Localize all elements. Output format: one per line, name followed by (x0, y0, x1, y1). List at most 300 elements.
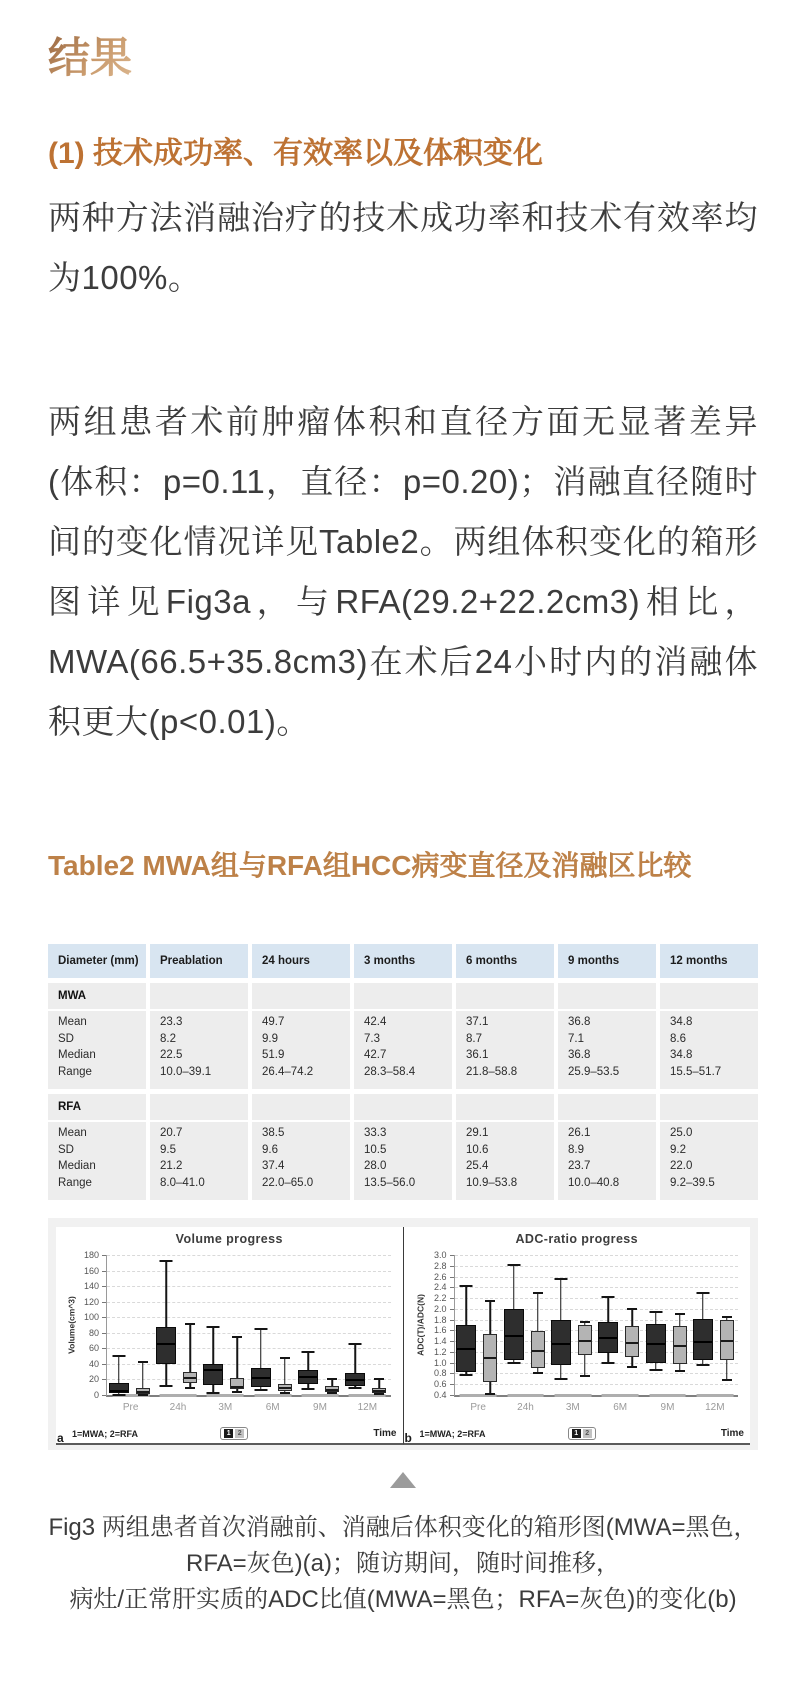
table-value: 23.7 (568, 1160, 591, 1172)
table-value: 51.9 (262, 1049, 285, 1061)
median-line (373, 1390, 385, 1392)
y-tick-label: 1.4 (433, 1336, 447, 1347)
table-value: 42.4 (364, 1016, 387, 1028)
y-tick-label: 120 (83, 1296, 99, 1307)
table-section-cell (558, 983, 656, 1009)
caption-line: 病灶/正常肝实质的ADC比值(MWA=黑色；RFA=灰色)的变化(b) (69, 1586, 737, 1613)
table-value: 25.0 (670, 1127, 693, 1139)
whisker-cap (302, 1351, 315, 1353)
whisker (465, 1286, 467, 1325)
rfa-box (483, 1334, 497, 1381)
table-section-cell (354, 983, 452, 1009)
table-value: 10.0–39.1 (160, 1065, 212, 1078)
whisker-cap (327, 1392, 337, 1394)
whisker-cap (280, 1392, 290, 1394)
mwa-box (504, 1309, 524, 1360)
table-heading: Table2 MWA组与RFA组HCC病变直径及消融区比较 (48, 850, 692, 881)
table-value: 10.0–40.8 (568, 1176, 620, 1189)
table-column (48, 1011, 146, 1089)
table-column (558, 1122, 656, 1200)
table-data-block (48, 1122, 758, 1200)
gridline (455, 1298, 739, 1299)
table-value: 8.6 (670, 1032, 686, 1045)
table-row-label: SD (58, 1143, 74, 1156)
table-value: 22.0 (670, 1160, 693, 1172)
y-axis-label: Volume(cm^3) (66, 1296, 77, 1354)
median-line (694, 1341, 712, 1343)
x-axis-label: Time (373, 1428, 397, 1439)
table-header-cell: 3 months (354, 944, 452, 978)
legend-chip-mwa: 1 (572, 1429, 581, 1438)
table-section-row (48, 983, 758, 1009)
table-header-cell: 24 hours (252, 944, 350, 978)
y-tick-label: 2.0 (433, 1303, 447, 1314)
table-column (558, 1011, 656, 1089)
table-value: 37.4 (262, 1160, 285, 1172)
median-line (299, 1376, 317, 1378)
table-row-label: Range (58, 1176, 92, 1189)
gridline (455, 1309, 739, 1310)
x-tick-label: 12M (357, 1402, 378, 1413)
table-section-cell (660, 983, 758, 1009)
gridline (455, 1255, 739, 1256)
median-line (721, 1340, 733, 1342)
whisker-cap (602, 1296, 615, 1298)
whisker-cap (207, 1326, 220, 1328)
table-column (48, 1122, 146, 1200)
table-value: 10.9–53.8 (466, 1176, 518, 1189)
median-line (346, 1379, 364, 1381)
table-value: 7.1 (568, 1032, 584, 1045)
mwa-box (345, 1373, 365, 1385)
gridline (107, 1302, 391, 1303)
whisker-cap (722, 1379, 732, 1381)
table-value: 38.5 (262, 1127, 285, 1139)
x-tick-label: 9M (660, 1402, 675, 1413)
legend-chip-rfa: 2 (583, 1429, 592, 1438)
y-tick-label: 3.0 (433, 1250, 447, 1260)
collapse-triangle-icon[interactable] (390, 1472, 416, 1488)
whisker (655, 1312, 657, 1324)
x-tick-label: 24h (169, 1402, 187, 1413)
table-value: 22.5 (160, 1049, 183, 1061)
mwa-box (251, 1368, 271, 1387)
table-section-row (48, 1094, 758, 1120)
whisker (631, 1309, 633, 1326)
gridline (107, 1317, 391, 1318)
y-tick-label: 20 (88, 1374, 99, 1385)
rfa-box (531, 1331, 545, 1368)
whisker-cap (649, 1369, 662, 1371)
y-tick-label: 1.8 (433, 1314, 447, 1325)
section-heading: (1) 技术成功率、有效率以及体积变化 (48, 137, 543, 170)
x-tick-label: 3M (565, 1402, 580, 1413)
whisker (213, 1327, 215, 1364)
table-column (150, 1122, 248, 1200)
whisker-cap (254, 1328, 267, 1330)
table-value: 36.8 (568, 1016, 591, 1028)
gridline (455, 1287, 739, 1288)
adc-ratio-progress-chart (403, 1227, 751, 1445)
legend-chip-mwa: 1 (224, 1429, 233, 1438)
table-value: 29.1 (466, 1127, 489, 1139)
y-tick-mark (102, 1255, 106, 1256)
table-row-label: Median (58, 1049, 96, 1061)
panel-letter: b (404, 1431, 412, 1445)
whisker-cap (627, 1366, 637, 1368)
legend (568, 1427, 596, 1440)
x-tick-segment (554, 1394, 591, 1397)
median-line (326, 1389, 338, 1391)
mwa-box (298, 1370, 318, 1384)
table-value: 26.1 (568, 1127, 591, 1139)
legend-chip-rfa: 2 (235, 1429, 244, 1438)
chart-title: Volume progress (175, 1232, 283, 1246)
y-tick-mark (450, 1255, 454, 1256)
y-tick-label: 140 (83, 1281, 99, 1292)
y-tick-mark (450, 1373, 454, 1374)
rfa-box (278, 1384, 292, 1391)
table-column (660, 1122, 758, 1200)
y-tick-mark (450, 1341, 454, 1342)
whisker-cap (374, 1393, 384, 1395)
whisker (584, 1355, 586, 1377)
whisker-cap (460, 1285, 473, 1287)
x-tick-label: 3M (218, 1402, 233, 1413)
table-value: 26.4–74.2 (262, 1065, 314, 1078)
table-value: 49.7 (262, 1016, 285, 1028)
table-value: 22.0–65.0 (262, 1176, 314, 1189)
x-tick-label: Pre (122, 1402, 139, 1413)
table-value: 9.2 (670, 1143, 686, 1156)
table-value: 8.0–41.0 (160, 1176, 205, 1189)
median-line (552, 1343, 570, 1345)
whisker-cap (675, 1313, 685, 1315)
x-tick-segment (160, 1394, 197, 1397)
x-tick-label: 6M (613, 1402, 628, 1413)
whisker-cap (112, 1355, 125, 1357)
x-tick-label: 9M (313, 1402, 327, 1413)
rfa-box (325, 1386, 339, 1391)
table-section-label: MWA (48, 983, 146, 1009)
median-line (505, 1335, 523, 1337)
median-line (484, 1357, 496, 1359)
table-value: 25.4 (466, 1160, 489, 1172)
gridline (455, 1384, 739, 1385)
gridline (455, 1266, 739, 1267)
plot-area (66, 1250, 391, 1413)
table-value: 28.0 (364, 1160, 387, 1172)
table-value: 9.2–39.5 (670, 1176, 715, 1189)
rfa-box (230, 1378, 244, 1389)
series-key-note: 1=MWA; 2=RFA (419, 1428, 486, 1439)
median-line (674, 1345, 686, 1347)
rfa-box (720, 1320, 734, 1360)
chart-title: ADC-ratio progress (515, 1232, 638, 1246)
y-tick-label: 2.6 (433, 1271, 447, 1282)
y-tick-mark (102, 1271, 106, 1272)
table-column (354, 1122, 452, 1200)
table-value: 36.8 (568, 1049, 591, 1061)
rfa-box (673, 1326, 687, 1364)
whisker-cap (460, 1374, 473, 1376)
table-section-cell (354, 1094, 452, 1120)
whisker (513, 1265, 515, 1309)
y-tick-mark (102, 1333, 106, 1334)
whisker-cap (254, 1389, 267, 1391)
median-line (626, 1342, 638, 1344)
table-header-cell: Preablation (150, 944, 248, 978)
table-value: 13.5–56.0 (364, 1176, 416, 1189)
gridline (455, 1277, 739, 1278)
whisker-cap (533, 1372, 543, 1374)
x-tick-label: 24h (517, 1402, 534, 1413)
mwa-box (109, 1383, 129, 1394)
table-value: 10.5 (364, 1143, 387, 1156)
chart-foot-row (64, 1427, 397, 1440)
rfa-box (183, 1372, 197, 1384)
table-row-label: Mean (58, 1127, 87, 1139)
whisker-cap (374, 1378, 384, 1380)
whisker (355, 1344, 357, 1373)
y-tick-mark (450, 1277, 454, 1278)
whisker-cap (485, 1300, 495, 1302)
whisker-cap (349, 1387, 362, 1389)
table-value: 21.8–58.8 (466, 1065, 518, 1078)
whisker-cap (649, 1311, 662, 1313)
median-line (157, 1343, 175, 1345)
table-section-cell (150, 983, 248, 1009)
median-line (204, 1369, 222, 1371)
fig3-boxplot-figure (48, 1218, 758, 1450)
whisker-cap (302, 1388, 315, 1390)
median-line (532, 1350, 544, 1352)
x-tick-segment (207, 1394, 244, 1397)
whisker-cap (207, 1392, 220, 1394)
rfa-box (372, 1388, 386, 1393)
whisker-cap (160, 1385, 173, 1387)
whisker (189, 1324, 191, 1371)
y-tick-label: 1.6 (433, 1325, 447, 1336)
table-header-cell: 9 months (558, 944, 656, 978)
table-header-cell: Diameter (mm) (48, 944, 146, 978)
table-section-cell (456, 983, 554, 1009)
table-header-cell: 6 months (456, 944, 554, 978)
whisker (284, 1358, 286, 1384)
y-tick-label: 160 (83, 1265, 99, 1276)
table-section-cell (150, 1094, 248, 1120)
panel-letter: a (57, 1431, 64, 1445)
table-value: 25.9–53.5 (568, 1065, 620, 1078)
whisker-cap (722, 1316, 732, 1318)
table-data-block (48, 1011, 758, 1089)
y-tick-mark (102, 1286, 106, 1287)
y-tick-label: 100 (83, 1312, 99, 1323)
caption-line: RFA=灰色)(a)；随访期间，随时间推移， (185, 1550, 620, 1577)
whisker (726, 1360, 728, 1380)
y-tick-mark (102, 1348, 106, 1349)
whisker-cap (602, 1362, 615, 1364)
whisker-cap (232, 1336, 242, 1338)
y-tick-mark (450, 1320, 454, 1321)
whisker-cap (533, 1292, 543, 1294)
whisker-cap (580, 1321, 590, 1323)
y-tick-mark (450, 1352, 454, 1353)
whisker (118, 1356, 120, 1382)
table-column (660, 1011, 758, 1089)
whisker (379, 1379, 381, 1388)
table-value: 8.9 (568, 1143, 584, 1156)
y-tick-label: 0.4 (433, 1390, 447, 1400)
table-section-cell (660, 1094, 758, 1120)
table-value: 15.5–51.7 (670, 1065, 722, 1078)
x-tick-segment (696, 1394, 733, 1397)
whisker-cap (138, 1361, 148, 1363)
y-tick-mark (450, 1330, 454, 1331)
y-tick-mark (450, 1266, 454, 1267)
median-line (231, 1386, 243, 1388)
y-tick-label: 0.8 (433, 1368, 447, 1379)
y-tick-mark (102, 1395, 106, 1396)
x-tick-label: 12M (705, 1402, 725, 1413)
whisker-cap (507, 1362, 520, 1364)
y-tick-mark (450, 1298, 454, 1299)
y-tick-label: 40 (88, 1358, 99, 1369)
y-tick-label: 1.2 (433, 1346, 447, 1357)
gridline (107, 1364, 391, 1365)
y-tick-mark (450, 1287, 454, 1288)
table-section-cell (252, 1094, 350, 1120)
table-section-cell (456, 1094, 554, 1120)
x-tick-segment (254, 1394, 291, 1397)
y-tick-mark (450, 1363, 454, 1364)
x-tick-segment (602, 1394, 639, 1397)
whisker-cap (485, 1393, 495, 1395)
table-row-label: Median (58, 1160, 96, 1172)
chart-foot-row (412, 1427, 745, 1440)
y-tick-label: 1.0 (433, 1357, 447, 1368)
table-column (456, 1011, 554, 1089)
x-tick-segment (649, 1394, 686, 1397)
table-value: 8.2 (160, 1032, 176, 1045)
table-value: 34.8 (670, 1016, 693, 1028)
y-tick-mark (102, 1364, 106, 1365)
rfa-box (578, 1325, 592, 1355)
table-column (252, 1122, 350, 1200)
table-row-label: Range (58, 1065, 92, 1078)
mwa-box (551, 1320, 571, 1366)
table-value: 36.1 (466, 1049, 489, 1061)
whisker-cap (160, 1260, 173, 1262)
whisker-cap (185, 1323, 195, 1325)
y-tick-mark (450, 1395, 454, 1396)
y-tick-label: 80 (88, 1327, 99, 1338)
whisker-cap (554, 1278, 567, 1280)
paragraph-volume-comparison: 两组患者术前肿瘤体积和直径方面无显著差异(体积：p=0.11，直径：p=0.20)；消融直径随时间的变化情况详见Table2。两组体积变化的箱形图详见Fig3a，与RFA(29.2+22.2cm3)相比，MWA(66.5+35.8cm3)在术后24小时内的消融体积更大(p<0.01)。 (48, 403, 758, 740)
y-tick-mark (450, 1384, 454, 1385)
table-value: 20.7 (160, 1127, 183, 1139)
y-axis-label: ADC(T)/ADC(N) (414, 1294, 425, 1356)
table-value: 28.3–58.4 (364, 1065, 416, 1078)
y-tick-label: 2.2 (433, 1293, 447, 1304)
gridline (107, 1286, 391, 1287)
table-value: 9.5 (160, 1143, 176, 1156)
whisker-cap (554, 1378, 567, 1380)
diameter-table (48, 944, 758, 1200)
table-column (354, 1011, 452, 1089)
y-tick-label: 0.6 (433, 1379, 447, 1390)
table-row-label: SD (58, 1032, 74, 1045)
whisker-cap (112, 1394, 125, 1396)
table-column (252, 1011, 350, 1089)
mwa-box (693, 1319, 713, 1360)
whisker-cap (280, 1357, 290, 1359)
table-row-label: Mean (58, 1016, 87, 1028)
gridline (107, 1348, 391, 1349)
whisker (165, 1261, 167, 1327)
median-line (457, 1348, 475, 1350)
table-section-cell (252, 983, 350, 1009)
table-header-row (48, 944, 758, 978)
whisker (560, 1365, 562, 1378)
y-tick-label: 60 (88, 1343, 99, 1354)
x-tick-segment (302, 1394, 339, 1397)
table-value: 37.1 (466, 1016, 489, 1028)
whisker-cap (232, 1391, 242, 1393)
whisker (331, 1379, 333, 1387)
median-line (599, 1337, 617, 1339)
whisker (260, 1329, 262, 1368)
table-value: 34.8 (670, 1049, 693, 1061)
whisker-cap (349, 1343, 362, 1345)
table-section-label: RFA (48, 1094, 146, 1120)
table-column (456, 1122, 554, 1200)
table-value: 21.2 (160, 1160, 183, 1172)
median-line (279, 1387, 291, 1389)
mwa-box (456, 1325, 476, 1372)
median-line (137, 1391, 149, 1393)
whisker (237, 1337, 239, 1378)
whisker (307, 1352, 309, 1370)
y-tick-mark (102, 1379, 106, 1380)
y-tick-mark (102, 1317, 106, 1318)
whisker-cap (185, 1387, 195, 1389)
median-line (110, 1390, 128, 1392)
whisker-cap (675, 1370, 685, 1372)
figure-caption (48, 1510, 758, 1618)
table-value: 7.3 (364, 1032, 380, 1045)
y-tick-mark (450, 1309, 454, 1310)
whisker (702, 1293, 704, 1319)
table-value: 42.7 (364, 1049, 387, 1061)
table-value: 23.3 (160, 1016, 183, 1028)
x-axis-label: Time (720, 1428, 744, 1439)
legend (220, 1427, 248, 1440)
table-value: 9.9 (262, 1032, 278, 1045)
x-tick-segment (507, 1394, 544, 1397)
table-column (150, 1011, 248, 1089)
y-tick-mark (102, 1302, 106, 1303)
whisker-cap (327, 1378, 337, 1380)
median-line (579, 1340, 591, 1342)
y-tick-label: 2.4 (433, 1282, 447, 1293)
gridline (107, 1333, 391, 1334)
whisker (165, 1364, 167, 1386)
mwa-box (598, 1322, 618, 1353)
whisker (537, 1293, 539, 1332)
x-tick-label: 6M (265, 1402, 280, 1413)
table-value: 10.6 (466, 1143, 489, 1156)
